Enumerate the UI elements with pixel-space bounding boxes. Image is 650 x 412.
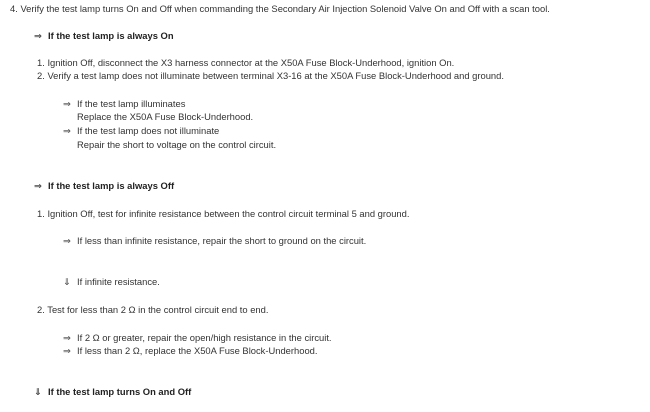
result-text-content: If 2 Ω or greater, repair the open/high resistance in the circuit. — [77, 332, 332, 343]
down-arrow-icon: ⇓ — [63, 276, 71, 287]
result-text-content: If infinite resistance. — [77, 276, 160, 287]
result-action: Repair the short to voltage on the control circuit. — [77, 139, 277, 150]
item-text: Ignition Off, test for infinite resistance between the control circuit terminal 5 and ground. — [47, 208, 410, 219]
list-item — [37, 208, 409, 220]
item-text: Verify a test lamp does not illuminate between terminal X3-16 at the X50A Fuse Block-Underhood and ground. — [47, 70, 504, 81]
result-text — [63, 235, 366, 247]
list-item — [37, 304, 268, 316]
condition-text: If the test lamp illuminates — [77, 98, 186, 109]
item-number: 2. — [37, 70, 45, 81]
item-number: 1. — [37, 57, 45, 68]
step-number: 4. — [10, 3, 18, 14]
result-text — [63, 345, 317, 357]
condition-text: If the test lamp does not illuminate — [77, 125, 220, 136]
result-action: Replace the X50A Fuse Block-Underhood. — [77, 111, 254, 122]
result-text — [63, 332, 332, 344]
right-arrow-icon: ⇒ — [63, 345, 71, 356]
right-arrow-icon: ⇒ — [63, 332, 71, 343]
step-text: Verify the test lamp turns On and Off when commanding the Secondary Air Injection Solenoid Valve On and Off with a scan tool. — [20, 3, 550, 14]
section-on-off-heading — [34, 386, 191, 398]
right-arrow-icon: ⇒ — [63, 125, 71, 136]
section-always-on-heading — [34, 30, 174, 42]
item-number: 2. — [37, 304, 45, 315]
result-text-content: If less than 2 Ω, replace the X50A Fuse Block-Underhood. — [77, 345, 318, 356]
list-item — [37, 57, 454, 69]
right-arrow-icon: ⇒ — [63, 235, 71, 246]
result-text — [63, 276, 160, 288]
result-text-content: If less than infinite resistance, repair the short to ground on the circuit. — [77, 235, 367, 246]
item-number: 1. — [37, 208, 45, 219]
right-arrow-icon: ⇒ — [63, 98, 71, 109]
section-always-off-heading — [34, 180, 174, 192]
down-arrow-icon: ⇓ — [34, 386, 42, 397]
section-heading-text: If the test lamp turns On and Off — [48, 386, 192, 397]
list-item — [37, 70, 504, 82]
right-arrow-icon: ⇒ — [34, 30, 42, 41]
result-condition — [63, 125, 219, 137]
section-heading-text: If the test lamp is always Off — [48, 180, 175, 191]
step-4 — [10, 3, 550, 15]
item-text: Ignition Off, disconnect the X3 harness connector at the X50A Fuse Block-Underhood, ignition On. — [47, 57, 455, 68]
result-condition — [63, 98, 185, 110]
item-text: Test for less than 2 Ω in the control circuit end to end. — [47, 304, 269, 315]
section-heading-text: If the test lamp is always On — [48, 30, 174, 41]
right-arrow-icon: ⇒ — [34, 180, 42, 191]
